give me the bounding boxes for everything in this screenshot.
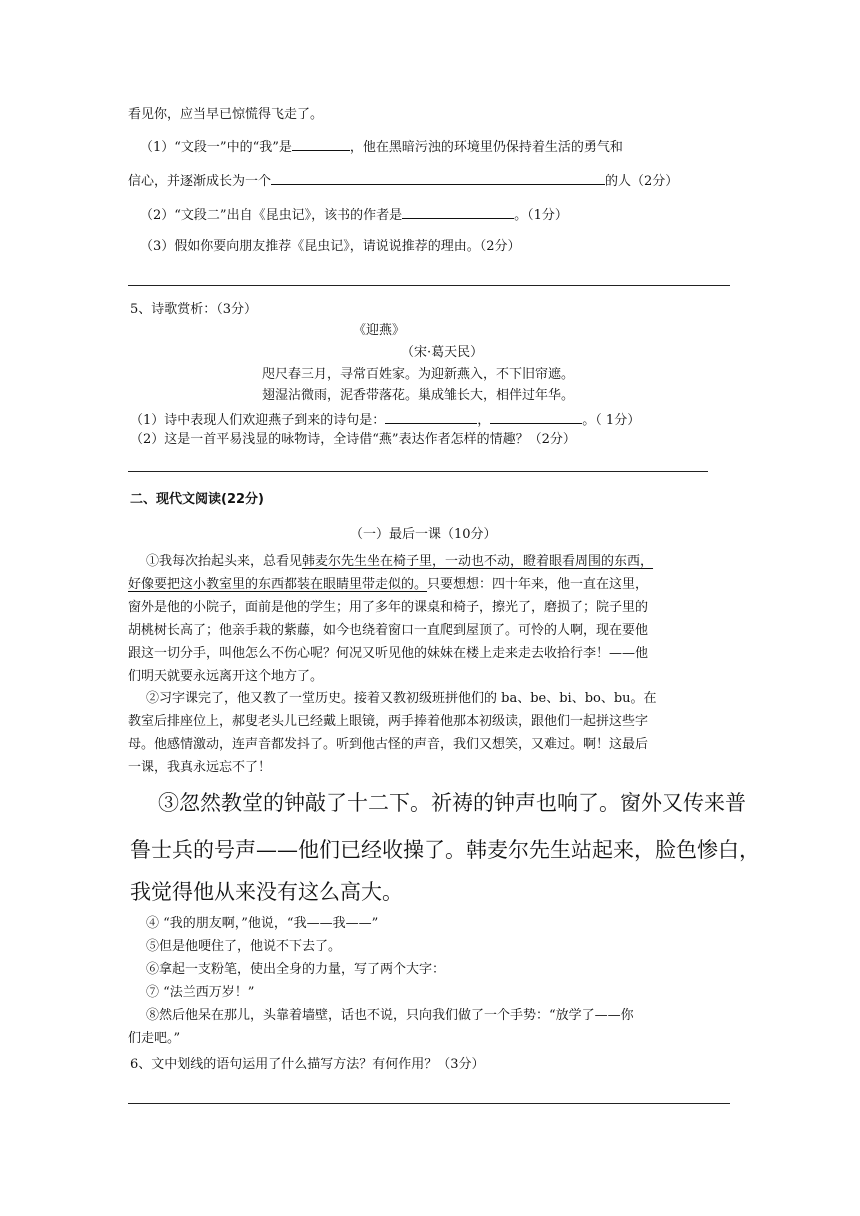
answer-blank[interactable] [271,172,605,185]
paragraph-line: ④ “我的朋友啊，”他说，“我——我——” [146,916,379,931]
underlined-sentence: 韩麦尔先生坐在椅子里，一动也不动，瞪着眼看周围的东西， [302,554,654,569]
question-text: ，他在黑暗污浊的环境里仍保持着生活的勇气和 [349,140,623,155]
question-3: （3）假如你要向朋友推荐《昆虫记》，请说说推荐的理由。（2分） [140,239,521,254]
paragraph-line: ②习字课完了，他又教了一堂历史。接着又教初级班拼他们的 ba、be、bi、bo、bu。在 [146,691,657,706]
paragraph-line: ⑤但是他哽住了，他说不下去了。 [146,939,342,954]
poem-question-1 [130,411,640,427]
passage-title: （一）最后一课（10分） [350,527,497,542]
question-text: （1）“文段一”中的“我”是 [140,140,292,155]
paragraph-line: ⑧然后他呆在那儿，头靠着墙壁，话也不说，只向我们做了一个手势：“放学了——你 [146,1008,634,1023]
paragraph-line-large: ③忽然教堂的钟敲了十二下。祈祷的钟声也响了。窗外又传来普 [158,791,746,815]
paragraph-line [146,555,653,568]
question-6: 6、文中划线的语句运用了什么描写方法？有何作用？（3分） [130,1057,485,1072]
paragraph-line: 窗外是他的小院子，面前是他的学生；用了多年的课桌和椅子，擦光了，磨损了；院子里的 [128,600,649,615]
section-heading: 二、现代文阅读(22分) [130,492,264,507]
poem-author: （宋·葛天民） [401,345,484,360]
answer-line[interactable] [128,1103,730,1104]
text-line: 看见你，应当早已惊慌得飞走了。 [128,107,324,122]
paragraph-line [128,578,648,591]
question-2 [140,206,568,222]
text-span: 只要想想：四十年来，他一直在这里， [427,577,649,592]
poem-line: 翅湿沾微雨，泥香带落花。巢成雏长大，相伴过年华。 [262,388,575,403]
answer-blank[interactable] [402,206,514,219]
poem-line: 咫尺春三月，寻常百姓家。为迎新燕入，不下旧帘遮。 [262,367,575,382]
answer-line[interactable] [128,285,730,286]
paragraph-line: 们明天就要永远离开这个地方了。 [128,669,324,684]
underlined-sentence: 好像要把这小教室里的东西都装在眼睛里带走似的。 [128,577,428,592]
question-text: （1）诗中表现人们欢迎燕子到来的诗句是： [130,413,386,428]
question-1 [140,138,623,154]
question-text: ， [477,413,491,428]
paragraph-line: 跟这一切分手，叫他怎么不伤心呢？何况又听见他的妹妹在楼上走来走去收拾行李！——他 [128,646,649,661]
paragraph-line: 母。他感情激动，连声音都发抖了。听到他古怪的声音，我们又想笑，又难过。啊！这最后 [128,737,649,752]
answer-blank[interactable] [385,411,477,424]
paragraph-line: 胡桃树长高了；他亲手栽的紫藤，如今也绕着窗口一直爬到屋顶了。可怜的人啊，现在要他 [128,623,649,638]
paragraph-line: ⑦ “法兰西万岁！” [146,985,255,1000]
paragraph-line-large: 我觉得他从来没有这么高大。 [130,880,403,904]
question-text: 。（1分） [514,208,568,223]
question-text: 信心，并逐渐成长为一个 [128,174,272,189]
answer-blank[interactable] [490,411,582,424]
question-1-continued [128,172,678,188]
answer-blank[interactable] [292,138,350,151]
paragraph-line-large: 鲁士兵的号声——他们已经收操了。韩麦尔先生站起来，脸色惨白， [130,838,760,862]
question-text: （2）“文段二”出自《昆虫记》，该书的作者是 [140,208,403,223]
poem-question-2: （2）这是一首平易浅显的咏物诗，全诗借“燕”表达作者怎样的情趣？（2分） [130,432,576,447]
paragraph-line: 一课，我真永远忘不了！ [128,760,272,775]
poem-heading: 5、诗歌赏析：（3分） [130,302,258,317]
answer-line[interactable] [128,471,708,472]
text-span: ①我每次抬起头来，总看见 [146,554,303,569]
question-text: 。（ 1分） [582,413,641,428]
poem-title: 《迎燕》 [353,323,406,338]
question-text: 的人（2分） [605,174,679,189]
paragraph-line: ⑥拿起一支粉笔，使出全身的力量，写了两个大字： [146,962,446,977]
paragraph-line: 们走吧。” [128,1031,181,1046]
paragraph-line: 教室后排座位上，郝叟老头儿已经戴上眼镜，两手捧着他那本初级读，跟他们一起拼这些字 [128,714,649,729]
